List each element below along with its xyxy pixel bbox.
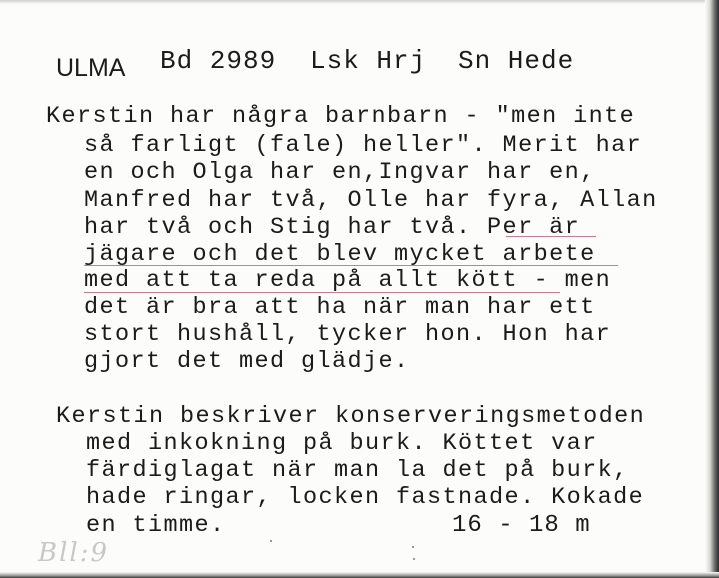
p2-line: en timme. — [86, 512, 226, 539]
card-top-edge — [0, 0, 719, 4]
archive-code: ULMA — [56, 54, 126, 82]
p1-line: med att ta reda på allt kött - men — [84, 267, 612, 294]
p1-line: en och Olga har en,Ingvar har en, — [84, 159, 596, 186]
page-reference: 16 - 18 m — [452, 512, 591, 539]
p2-line: med inkokning på burk. Köttet var — [86, 430, 598, 457]
card-right-edge — [705, 0, 719, 578]
paper-speck — [412, 546, 414, 548]
p1-line: det är bra att ha när man har ett — [84, 294, 596, 321]
landskap-code: Lsk Hrj — [310, 46, 427, 76]
p1-line: jägare och det blev mycket arbete — [84, 241, 596, 268]
highlight-underline — [84, 292, 560, 293]
pencil-annotation: Bll:9 — [38, 538, 110, 568]
volume-number: Bd 2989 — [160, 46, 277, 76]
p2-line: hade ringar, locken fastnade. Kokade — [86, 484, 645, 511]
p1-line: gjort det med glädje. — [84, 348, 410, 375]
p1-line: stort hushåll, tycker hon. Hon har — [84, 321, 612, 348]
p2-line: Kerstin beskriver konserveringsmetoden — [56, 403, 646, 430]
p1-line: Manfred har två, Olle har fyra, Allan — [84, 187, 658, 214]
p1-line: så farligt (fale) heller". Merit har — [84, 132, 643, 159]
p2-line: färdiglagat när man la det på burk, — [86, 457, 629, 484]
paper-speck — [413, 558, 415, 560]
highlight-underline — [84, 265, 618, 266]
highlight-underline — [506, 236, 596, 237]
paper-speck — [270, 540, 272, 542]
p1-line: har två och Stig har två. Per är — [84, 214, 581, 241]
p1-line: Kerstin har några barnbarn - "men inte — [46, 103, 636, 130]
socken-name: Sn Hede — [458, 46, 575, 76]
card-bottom-edge — [0, 572, 719, 578]
